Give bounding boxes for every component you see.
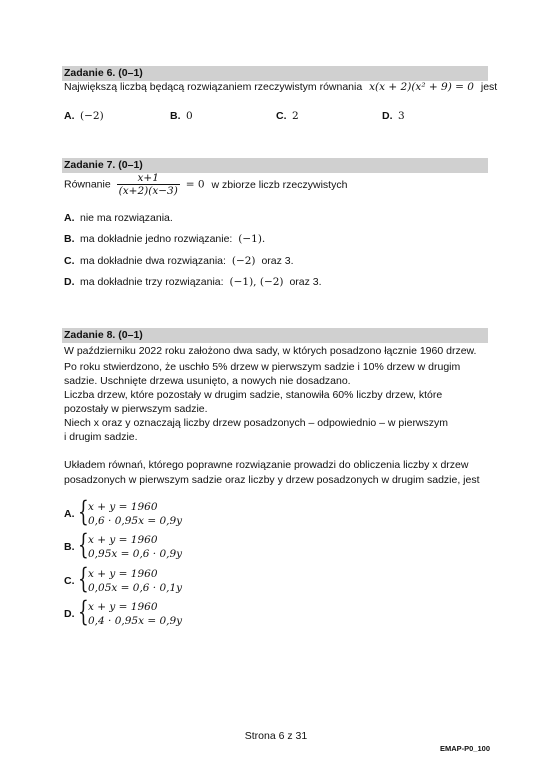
equation-2: 0,4 · 0,95x = 0,9y [88, 615, 183, 627]
task6-option-a[interactable] [64, 109, 104, 123]
option-letter: C. [64, 575, 75, 587]
option-text: ma dokładnie dwa rozwiązania: [80, 255, 226, 267]
task6-equation: x(x + 2)(x² + 9) = 0 [369, 81, 474, 93]
task7-question-suffix: w zbiorze liczb rzeczywistych [211, 178, 348, 191]
option-math: (−1), (−2) [229, 276, 284, 288]
option-math: (−2) [231, 255, 256, 267]
task8-paragraph-line: Niech x oraz y oznaczają liczby drzew posadzonych – odpowiednio – w pierwszym [64, 417, 449, 429]
task7-option-a[interactable] [64, 211, 173, 225]
fraction-denominator: (x+2)(x−3) [118, 185, 178, 197]
option-letter: C. [64, 255, 75, 267]
task8-paragraph-line: Układem równań, którego poprawne rozwiązanie prowadzi do obliczenia liczby x drzew [64, 459, 469, 471]
task6-question [64, 80, 497, 94]
task8-paragraph-line: posadzonych w pierwszym sadzie oraz liczby y drzew posadzonych w drugim sadzie, jest [64, 474, 480, 486]
brace-icon: { [78, 495, 89, 528]
option-letter: D. [382, 110, 393, 122]
task7-equals-zero: = 0 [185, 178, 205, 191]
task6-header: Zadanie 6. (0–1) [62, 66, 488, 81]
task8-header: Zadanie 8. (0–1) [62, 328, 488, 343]
task7-header: Zadanie 7. (0–1) [62, 158, 488, 173]
option-letter: A. [64, 508, 75, 520]
task6-option-b[interactable] [170, 109, 193, 123]
option-tail: oraz 3. [261, 255, 294, 267]
option-letter: B. [64, 233, 75, 245]
equation-1: x + y = 1960 [88, 501, 158, 513]
page-number: Strona 6 z 31 [244, 730, 308, 742]
fraction-numerator: x+1 [117, 172, 180, 185]
task8-paragraph-line: W październiku 2022 roku założono dwa sady, w których posadzono łącznie 1960 drzew. [64, 345, 477, 357]
task6-option-d[interactable] [382, 109, 405, 123]
option-value: 0 [186, 110, 193, 122]
equation-2: 0,6 · 0,95x = 0,9y [88, 515, 183, 527]
option-letter: D. [64, 608, 75, 620]
task8-paragraph-line: Po roku stwierdzono, że uschło 5% drzew w pierwszym sadzie i 10% drzew w drugim [64, 361, 461, 373]
option-value: 2 [292, 110, 299, 122]
task6-question-suffix: jest [480, 81, 498, 93]
option-tail: oraz 3. [289, 276, 322, 288]
task7-option-c[interactable] [64, 254, 294, 268]
option-text: ma dokładnie jedno rozwiązanie: [80, 233, 233, 245]
equation-1: x + y = 1960 [88, 601, 158, 613]
brace-icon: { [78, 595, 89, 628]
task8-paragraph-line: pozostały w pierwszym sadzie. [64, 403, 208, 415]
option-letter: B. [170, 110, 181, 122]
equation-1: x + y = 1960 [88, 568, 158, 580]
task7-question [64, 172, 347, 197]
task7-option-b[interactable] [64, 232, 265, 246]
task6-question-prefix: Największą liczbą będącą rozwiązaniem rzeczywistym równania [64, 81, 363, 93]
option-letter: A. [64, 212, 75, 224]
exam-code: EMAP-P0_100 [439, 744, 490, 753]
brace-icon: { [78, 562, 89, 595]
task8-paragraph-line: sadzie. Uschnięte drzewa usunięto, a nowych nie dosadzano. [64, 375, 351, 387]
task7-option-d[interactable] [64, 275, 322, 289]
task8-paragraph-line: Liczba drzew, które pozostały w drugim sadzie, stanowiła 60% liczby drzew, które [64, 389, 443, 401]
brace-icon: { [78, 528, 89, 561]
task6-option-c[interactable] [276, 109, 299, 123]
task7-question-prefix: Równanie [64, 178, 111, 191]
task8-paragraph-line: i drugim sadzie. [64, 431, 138, 443]
equation-2: 0,95x = 0,6 · 0,9y [88, 548, 183, 560]
task7-fraction [117, 172, 180, 197]
option-math: (−1). [238, 233, 266, 245]
option-value: 3 [398, 110, 405, 122]
equation-2: 0,05x = 0,6 · 0,1y [88, 582, 183, 594]
option-letter: A. [64, 110, 75, 122]
option-text: ma dokładnie trzy rozwiązania: [80, 276, 224, 288]
option-letter: D. [64, 276, 75, 288]
option-letter: C. [276, 110, 287, 122]
option-value: (−2) [80, 110, 104, 122]
equation-1: x + y = 1960 [88, 534, 158, 546]
option-text: nie ma rozwiązania. [80, 212, 173, 224]
option-letter: B. [64, 541, 75, 553]
